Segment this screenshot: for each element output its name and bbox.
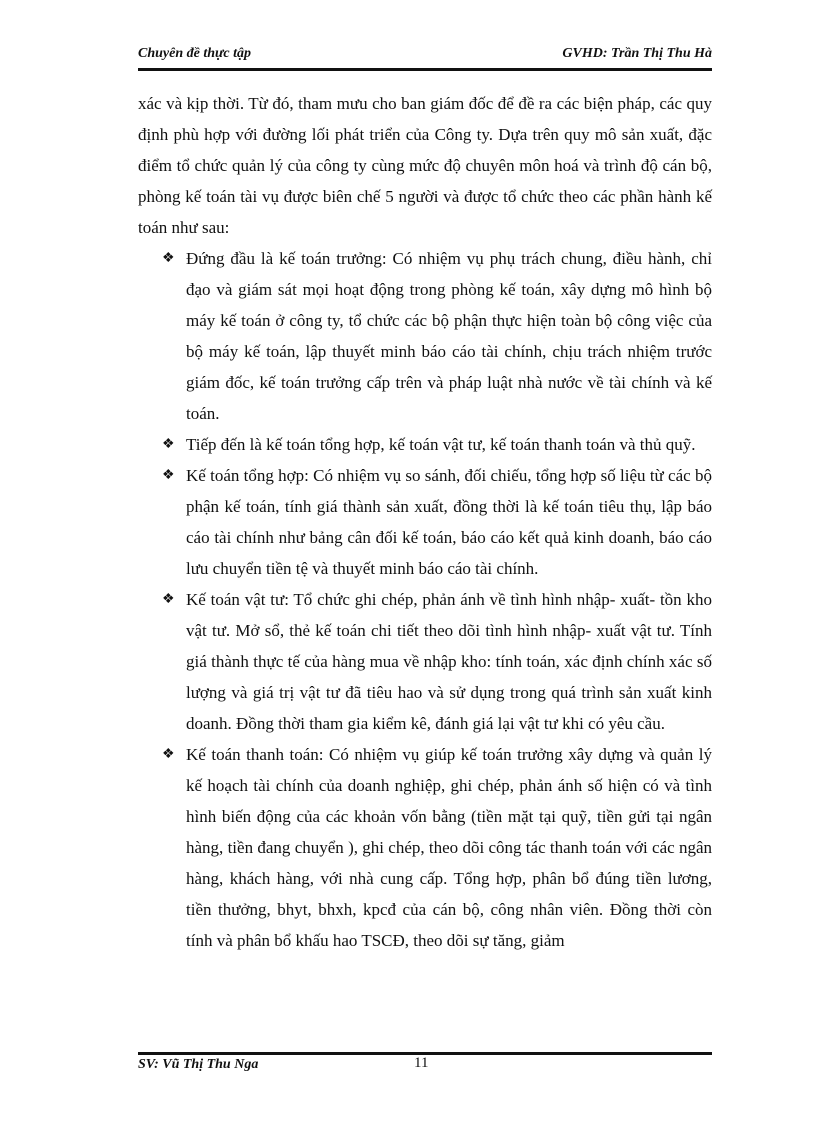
list-item (138, 460, 712, 584)
list-item (138, 584, 712, 739)
list-item-text: Kế toán vật tư: Tổ chức ghi chép, phản ánh về tình hình nhập- xuất- tồn kho vật tư. Mở sổ, thẻ kế toán chi tiết theo dõi tình hình nhập- xuất vật tư. Tính giá thành thực tế của hàng mua về nhập kho: tính toán, xác định chính xác số lượng và giá trị vật tư đã tiêu hao và sử dụng trong quá trình sản xuất kinh doanh. Đồng thời tham gia kiểm kê, đánh giá lại vật tư khi có yêu cầu. (186, 590, 712, 733)
diamond-bullet-icon: ❖ (162, 437, 175, 452)
document-body (138, 88, 712, 956)
list-item-text: Kế toán tổng hợp: Có nhiệm vụ so sánh, đối chiếu, tổng hợp số liệu từ các bộ phận kế toán, tính giá thành sản xuất, đồng thời là kế toán tiêu thụ, lập báo cáo tài chính như bảng cân đối kế toán, báo cáo kết quả kinh doanh, báo cáo lưu chuyển tiền tệ và thuyết minh báo cáo tài chính. (186, 466, 712, 578)
diamond-bullet-icon: ❖ (162, 468, 175, 483)
list-item-text: Đứng đầu là kế toán trưởng: Có nhiệm vụ phụ trách chung, điều hành, chỉ đạo và giám sát mọi hoạt động trong phòng kế toán, xây dựng mô hình bộ máy kế toán ở công ty, tổ chức các bộ phận thực hiện toàn bộ công việc của bộ máy kế toán, lập thuyết minh báo cáo tài chính, chịu trách nhiệm trước giám đốc, kế toán trưởng cấp trên và pháp luật nhà nước về tài chính và kế toán. (186, 249, 712, 423)
header-divider (138, 68, 712, 71)
header-supervisor: GVHD: Trần Thị Thu Hà (562, 46, 712, 61)
list-item-text: Tiếp đến là kế toán tổng hợp, kế toán vật tư, kế toán thanh toán và thủ quỹ. (186, 435, 696, 454)
list-item (138, 429, 712, 460)
diamond-bullet-icon: ❖ (162, 251, 175, 266)
list-item (138, 739, 712, 956)
diamond-bullet-icon: ❖ (162, 592, 175, 607)
bullet-list (138, 243, 712, 956)
intro-paragraph: xác và kịp thời. Từ đó, tham mưu cho ban giám đốc để đề ra các biện pháp, các quy định phù hợp với đường lối phát triển của Công ty. Dựa trên quy mô sản xuất, đặc điểm tổ chức quản lý của công ty cùng mức độ chuyên môn hoá và trình độ cán bộ, phòng kế toán tài vụ được biên chế 5 người và được tổ chức theo các phần hành kế toán như sau: (138, 94, 712, 237)
page-number: 11 (414, 1055, 429, 1071)
list-item-text: Kế toán thanh toán: Có nhiệm vụ giúp kế toán trưởng xây dựng và quản lý kế hoạch tài chính của doanh nghiệp, ghi chép, phản ánh số hiện có và tình hình biến động của các khoản vốn bằng (tiền mặt tại quỹ, tiền gửi tại ngân hàng, tiền đang chuyển ), ghi chép, theo dõi công tác thanh toán với các ngân hàng, khách hàng, với nhà cung cấp. Tổng hợp, phân bổ đúng tiền lương, tiền thưởng, bhyt, bhxh, kpcđ của cán bộ, công nhân viên. Đồng thời còn tính và phân bổ khấu hao TSCĐ, theo dõi sự tăng, giảm (186, 745, 712, 950)
footer-student: SV: Vũ Thị Thu Nga (138, 1057, 259, 1072)
header-title: Chuyên đề thực tập (138, 46, 252, 61)
list-item (138, 243, 712, 429)
page-header (138, 46, 712, 68)
diamond-bullet-icon: ❖ (162, 747, 175, 762)
